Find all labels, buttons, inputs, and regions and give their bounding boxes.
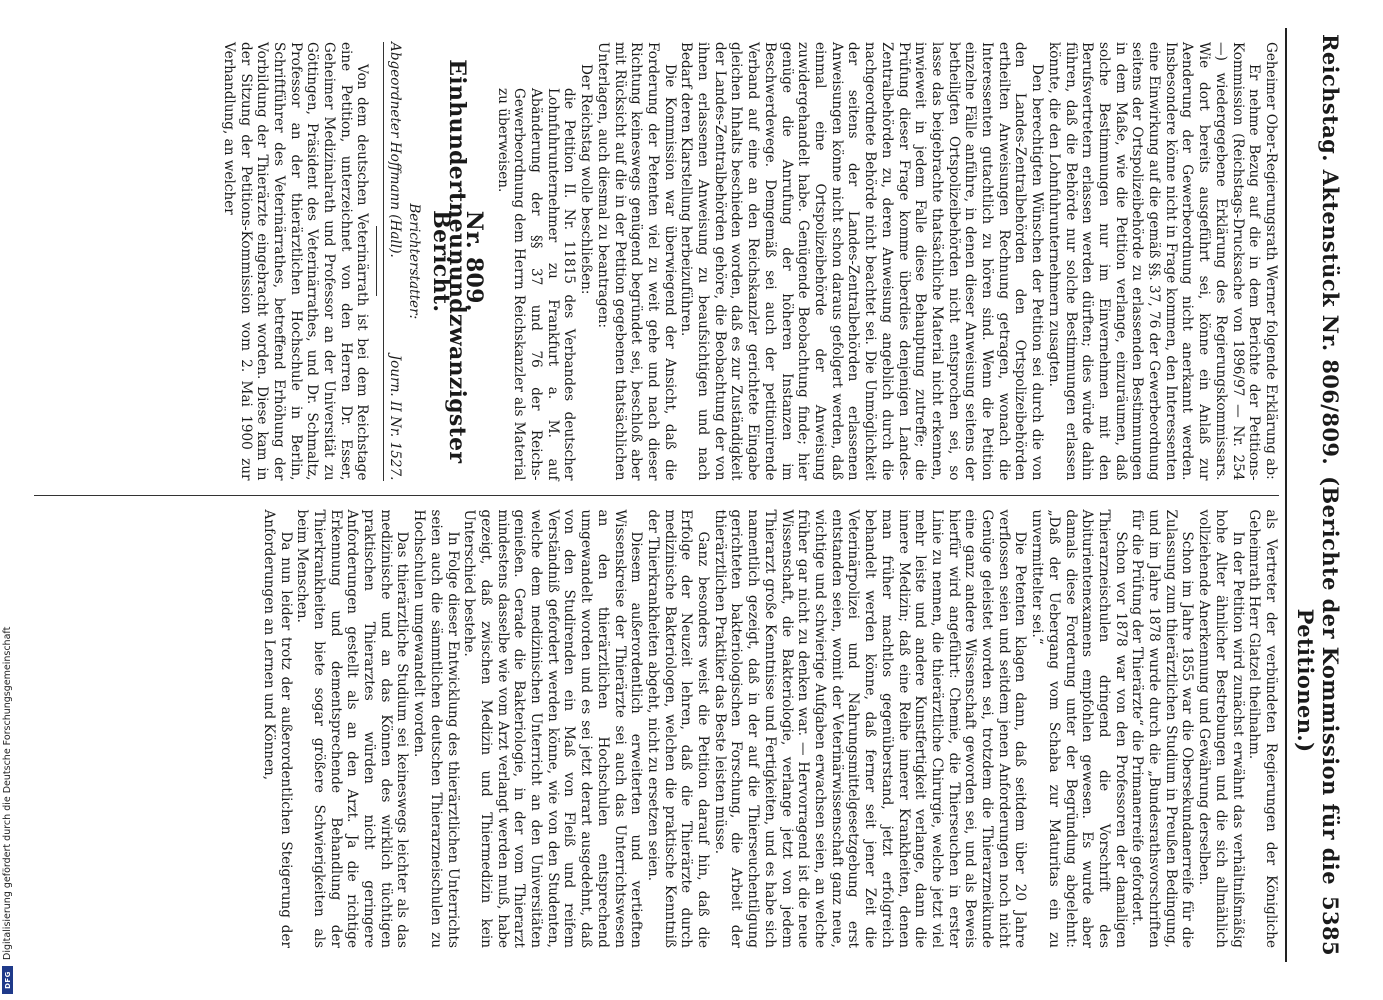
paragraph: Geheimer Ober-Regierungsrath Werner folgende Erklärung ab: [1263, 42, 1279, 480]
digitization-credit-text: Digitalisierung gefördert durch die Deutsche Forschungsgemeinschaft [2, 626, 13, 960]
paragraph: Der Reichstag wolle beschließen: [578, 64, 595, 295]
paragraph: In der Petition wird zunächst erwähnt das verhältnißmäßig hohe Alter ähnlicher Bestrebungen und die sich allmählich vollziehende Anerkennung und Gewährung derselben. [1196, 509, 1246, 948]
journal-reference: Journ. II Nr. 1527. [387, 354, 404, 481]
section-rule [376, 226, 377, 296]
paragraph: Ganz besonders weist die Petition darauf hin, daß die Erfolge der Neuzeit lehren, daß die Thierärzte durch medizinische Bakteriologen, welchen die praktische Kenntniß der Thierkrankheiten abgeht, nicht zu ersetzen seien. [644, 509, 712, 948]
text-columns [34, 28, 1279, 962]
paragraph: In Folge dieser Entwicklung des thierärztlichen Unterrichts seien auch die sämmtlichen deutschen Thierarzneischulen zu Hochschulen umgewandelt worden. [411, 509, 461, 948]
paragraph: Die Petenten klagen dann, daß seitdem über 20 Jahre verflossen seien und seitdem jenen Anforderungen noch nicht Genüge geleistet worden sei, trotzdem die Thierarzneikunde eine ganz andere Wissenschaft geworden sei, und als Beweis hierfür wird angeführt: Chemie, die Thierseuchen in erster Linie zu nennen, die thierärztliche Chirurgie, welche jetzt viel mehr leiste und andere Kunstfertigkeit verlange, dann die innere Medizin; daß eine Reihe innerer Krankheiten, denen man früher machtlos gegenüberstand, jetzt erfolgreich behandelt werden könne, daß ferner seit jener Zeit die Veterinärpolizei und Nahrungsmittelgesetzgebung erst entstanden seien, womit der Veterinärwissenschaft ganz neue, wichtige und schwierige Aufgaben erwachsen seien, an welche früher gar nicht zu denken war. — Hervorragend ist die neue Wissenschaft, die Bakteriologie, verlange jetzt von jedem Thierarzt große Kenntnisse und Fertigkeiten, und es habe sich namentlich gezeigt, daß in der auf die Thierseuchentilgung gerichteten bakteriologischen Forschung, die Arbeit der thierärztlichen Praktiker das Beste leisten müsse. [711, 509, 1029, 948]
reporter-title: Berichterstatter: [405, 203, 422, 320]
paragraph: Das thierärztliche Studium sei keineswegs leichter als das medizinische und an das Können des wirklich tüchtigen praktischen Thierarztes würden nicht geringere Anforderungen gestellt als an den Arzt. Ja die richtige Erkennung und dementsprechende Behandlung der Thierkrankheiten biete sogar größere Schwierigkeiten als beim Menschen. [294, 509, 411, 948]
right-column [34, 496, 1279, 963]
page-header [1285, 28, 1343, 962]
paragraph: Diesem außerordentlich erweiterten und vertieften Wissenskreise der Thierärzte sei auch das Unterrichtswesen an den thierärztlichen Hochschulen entsprechend umgewandelt worden und es sei jetzt derart ausgedehnt, daß von den Studirenden ein Maß von Fleiß und reifem Verständniß gefordert werden könne, wie von den Studenten, welche dem medizinischen Unterricht an den Universitäten genießen. Gerade die Bakteriologie, in der vom Thierarzt mindestens dasselbe wie vom Arzt verlangt werden muß, habe gezeigt, daß zwischen Medizin und Thiermedizin kein Unterschied bestehe. [461, 509, 645, 948]
header-title: Reichstag. Aktenstück Nr. 806/809. [1318, 34, 1343, 466]
reporter-row [383, 42, 403, 481]
reporter-name: Abgeordneter Hoffmann (Hall). [387, 42, 404, 258]
paragraph: Schon im Jahre 1855 war die Obersekundanerreife für die Zulassung zum thierärztlichen Studium in Preußen Bedingung, und im Jahre 1878 wurde durch die „Bundesrathsvorschriften für die Prüfung der Thierärzte“ die Primanerreife gefordert. [1129, 509, 1196, 948]
paragraph: Den berechtigten Wünschen der Petition sei durch die von den Landes-Zentralbehörden den Ortspolizeibehörden ertheilten Anweisungen Rechnung getragen, wonach die Interessenten gutachtlich zu hören sind. Wenn die Petition einzelne Fälle anführe, in denen dieser Anweisung seitens der betheiligten Ortspolizeibehörden nicht entsprochen sei, so lasse das beigebrachte thatsächliche Material nicht erkennen, inwieweit in jedem Falle diese Behauptung zutreffe; die Prüfung dieser Frage komme überdies denjenigen Landes-Zentralbehörden zu, deren Anweisung angeblich durch die nachgeordnete Behörde nicht beachtet sei. Die Unmöglichkeit der seitens der Landes-Zentralbehörden erlassenen Anweisungen könne nicht schon daraus gefolgert werden, daß einmal eine Ortspolizeibehörde der Anweisung zuwidergehandelt habe. Genügende Beobachtung finde; hier genüge die Anrufung der höheren Instanzen im Beschwerdewege. Demgemäß sei auch der petitionirende Verband auf eine an den Reichskanzler gerichtete Eingabe gleichen Inhalts beschieden worden, daß es zur Zuständigkeit der Landes-Zentralbehörden gehöre, die Beobachtung der von ihnen erlassenen Anweisung zu beaufsichtigen und nach Bedarf deren Klarstellung herbeizuführen. [678, 42, 1046, 481]
dfg-logo-icon: DFG [2, 966, 13, 994]
paragraph: Von dem deutschen Veterinärrath ist bei dem Reichstage eine Petition, unterzeichnet von den Herren Dr. Esser, Geheimer Medizinalrath und Professor an der Universität zu Göttingen, Präsident des Veterinärrathes, und Dr. Schmaltz, Professor an der thierärztlichen Hochschule in Berlin, Schriftführer des Veterinärrathes, betreffend Erhöhung der Vorbildung der Thierärzte eingebracht worden. Diese kam in der Sitzung der Petitions-Kommission vom 2. Mai 1900 zur Verhandlung, an welcher [220, 42, 371, 481]
paragraph: Die Kommission war überwiegend der Ansicht, daß die Forderung der Petenten viel zu weit gehe und nach dieser Richtung keineswegs genügend begründet sei, beschloß aber mit Rücksicht auf die in der Petition gegebenen thatsächlichen Unterlagen, auch diesmal zu beantragen: [594, 42, 678, 481]
page-number: 5385 [1318, 895, 1343, 956]
left-column [34, 28, 1279, 495]
section-heading: Nr. 809. Einhundertneunundzwanzigster Bericht. [427, 59, 487, 464]
paragraph: Er nehme Bezug auf die in dem Berichte der Petitions-Kommission (Reichstags-Drucksache von 1896/97 — Nr. 254 —) wiedergegebene Erklärung des Regierungskommissars. Wie dort bereits ausgeführt sei, könne ein Anlaß zur Aenderung der Gewerbeordnung nicht anerkannt werden. Insbesondere könne nicht in Frage kommen, den Interessenten eine Einwirkung auf die gemäß §§. 37, 76 der Gewerbeordnung seitens der Ortspolizeibehörde zu erlassenden Bestimmungen in dem Maße, wie die Petition verlange, einzuräumen, daß solche Bestimmungen nur im Einvernehmen mit den Berufsvertretern erlassen werden dürften; dies würde dahin führen, daß die Behörde nur solche Bestimmungen erlassen könnte, die den Lohnfuhrunternehmern zusagten. [1045, 42, 1263, 481]
right-column-paragraphs [260, 510, 1279, 949]
paragraph: die Petition II. Nr. 11815 des Verbandes deutscher Lohnfuhrunternehmer zu Frankfurt a. M. auf Abänderung der §§ 37 und 76 der Reichs-Gewerbeordnung dem Herrn Reichskanzler als Material zu überweisen. [494, 88, 578, 481]
left-column-paragraphs [494, 42, 1279, 481]
paragraph: Da nun leider trotz der außerordentlichen Steigerung der Anforderungen an Lernen und Können, [260, 509, 294, 948]
header-subtitle: (Berichte der Kommission für die Petitionen.) [1293, 476, 1343, 885]
paragraph: Schon vor 1878 war von den Professoren der damaligen Thierarzneischulen dringend die Vorschrift des Abiturientenexamens empfohlen gewesen. Es wurde aber damals diese Forderung unter der Begründung abgelehnt: „Daß der Uebergang vom Schaba zur Maturitas ein zu unvermittelter sei.“ [1029, 509, 1129, 948]
paragraph: als Vertreter der verbündeten Regierungen der Königliche Geheimrath Herr Glatzel theilnahm. [1246, 509, 1279, 948]
left-column-paragraphs-after [220, 42, 370, 481]
